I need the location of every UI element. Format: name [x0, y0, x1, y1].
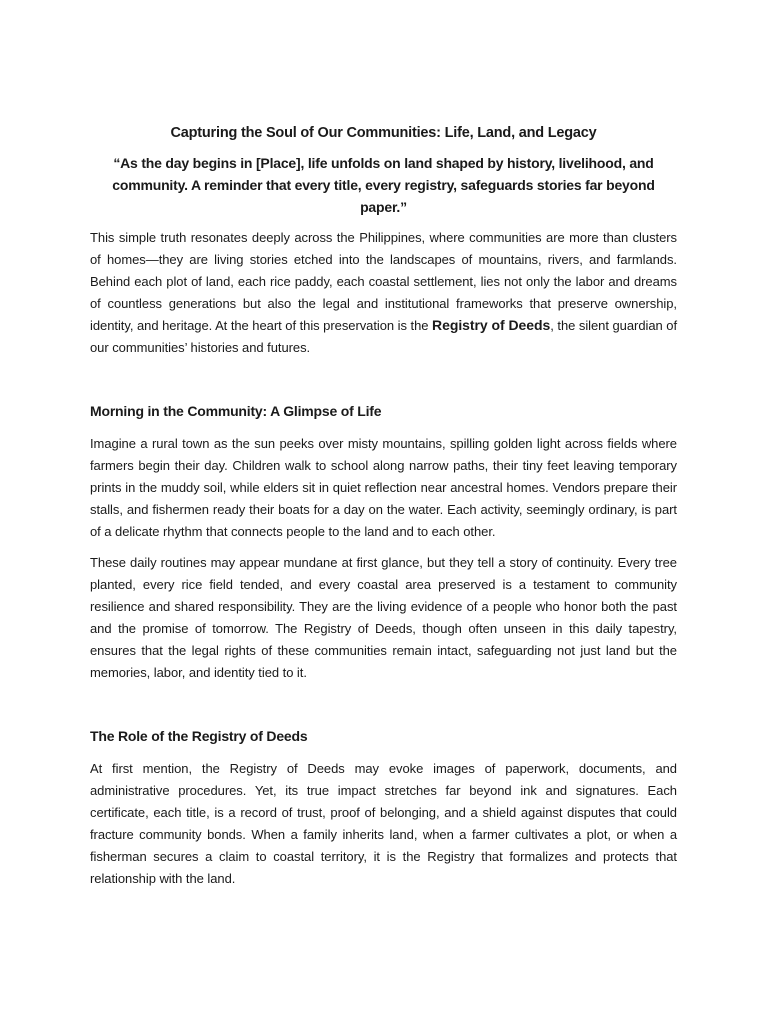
- document-page: [90, 122, 677, 899]
- intro-emphasis: Registry of Deeds: [432, 316, 551, 333]
- document-title: Capturing the Soul of Our Communities: Life, Land, and Legacy: [170, 125, 597, 141]
- morning-paragraph-2: These daily routines may appear mundane at first glance, but they tell a story of continuity. Every tree planted, every rice field tended, and every coastal area preserved is a testament to community resilience and shared responsibility. They are the living evidence of a people who honor both the past and the promise of tomorrow. The Registry of Deeds, though often unseen in this daily tapestry, ensures that the legal rights of these communities remain intact, safeguarding not just land but the memories, labor, and identity tied to it.: [90, 554, 677, 680]
- intro-paragraph: [90, 227, 677, 358]
- section-heading-morning: Morning in the Community: A Glimpse of Life: [90, 403, 382, 420]
- section-spacer: [90, 367, 677, 400]
- section-spacer: [90, 692, 677, 725]
- intro-text-after: , the silent guardian of our communities’ histories and futures.: [90, 317, 678, 355]
- morning-paragraph-1: Imagine a rural town as the sun peeks over misty mountains, spilling golden light across fields where farmers begin their day. Children walk to school along narrow paths, their tiny feet leaving temporary prints in the muddy soil, while elders sit in quiet reflection near ancestral homes. Vendors prepare their stalls, and fishermen ready their boats for a day on the water. Each activity, seemingly ordinary, is part of a delicate rhythm that connects people to the land and to each other.: [90, 436, 677, 540]
- opening-quote: “As the day begins in [Place], life unfolds on land shaped by history, livelihood, and community. A reminder that every title, every registry, safeguards stories far beyond paper.”: [112, 155, 655, 215]
- intro-text-before: This simple truth resonates deeply across the Philippines, where communities are more than clusters of homes—they are living stories etched into the landscapes of mountains, rivers, and farmlands. Behind each plot of land, each rice paddy, each coastal settlement, lies not only the labor and dreams of countless generations but also the legal and institutional frameworks that preserve ownership, identity, and heritage. At the heart of this preservation is the: [90, 230, 677, 333]
- section-heading-registry: The Role of the Registry of Deeds: [90, 728, 308, 745]
- registry-paragraph-1: At first mention, the Registry of Deeds may evoke images of paperwork, documents, and administrative procedures. Yet, its true impact stretches far beyond ink and signatures. Each certificate, each title, is a record of trust, proof of belonging, and a shield against disputes that could fracture community bonds. When a family inherits land, when a farmer cultivates a plot, or when a fisherman secures a claim to coastal territory, it is the Registry that formalizes and protects that relationship with the land.: [90, 761, 677, 886]
